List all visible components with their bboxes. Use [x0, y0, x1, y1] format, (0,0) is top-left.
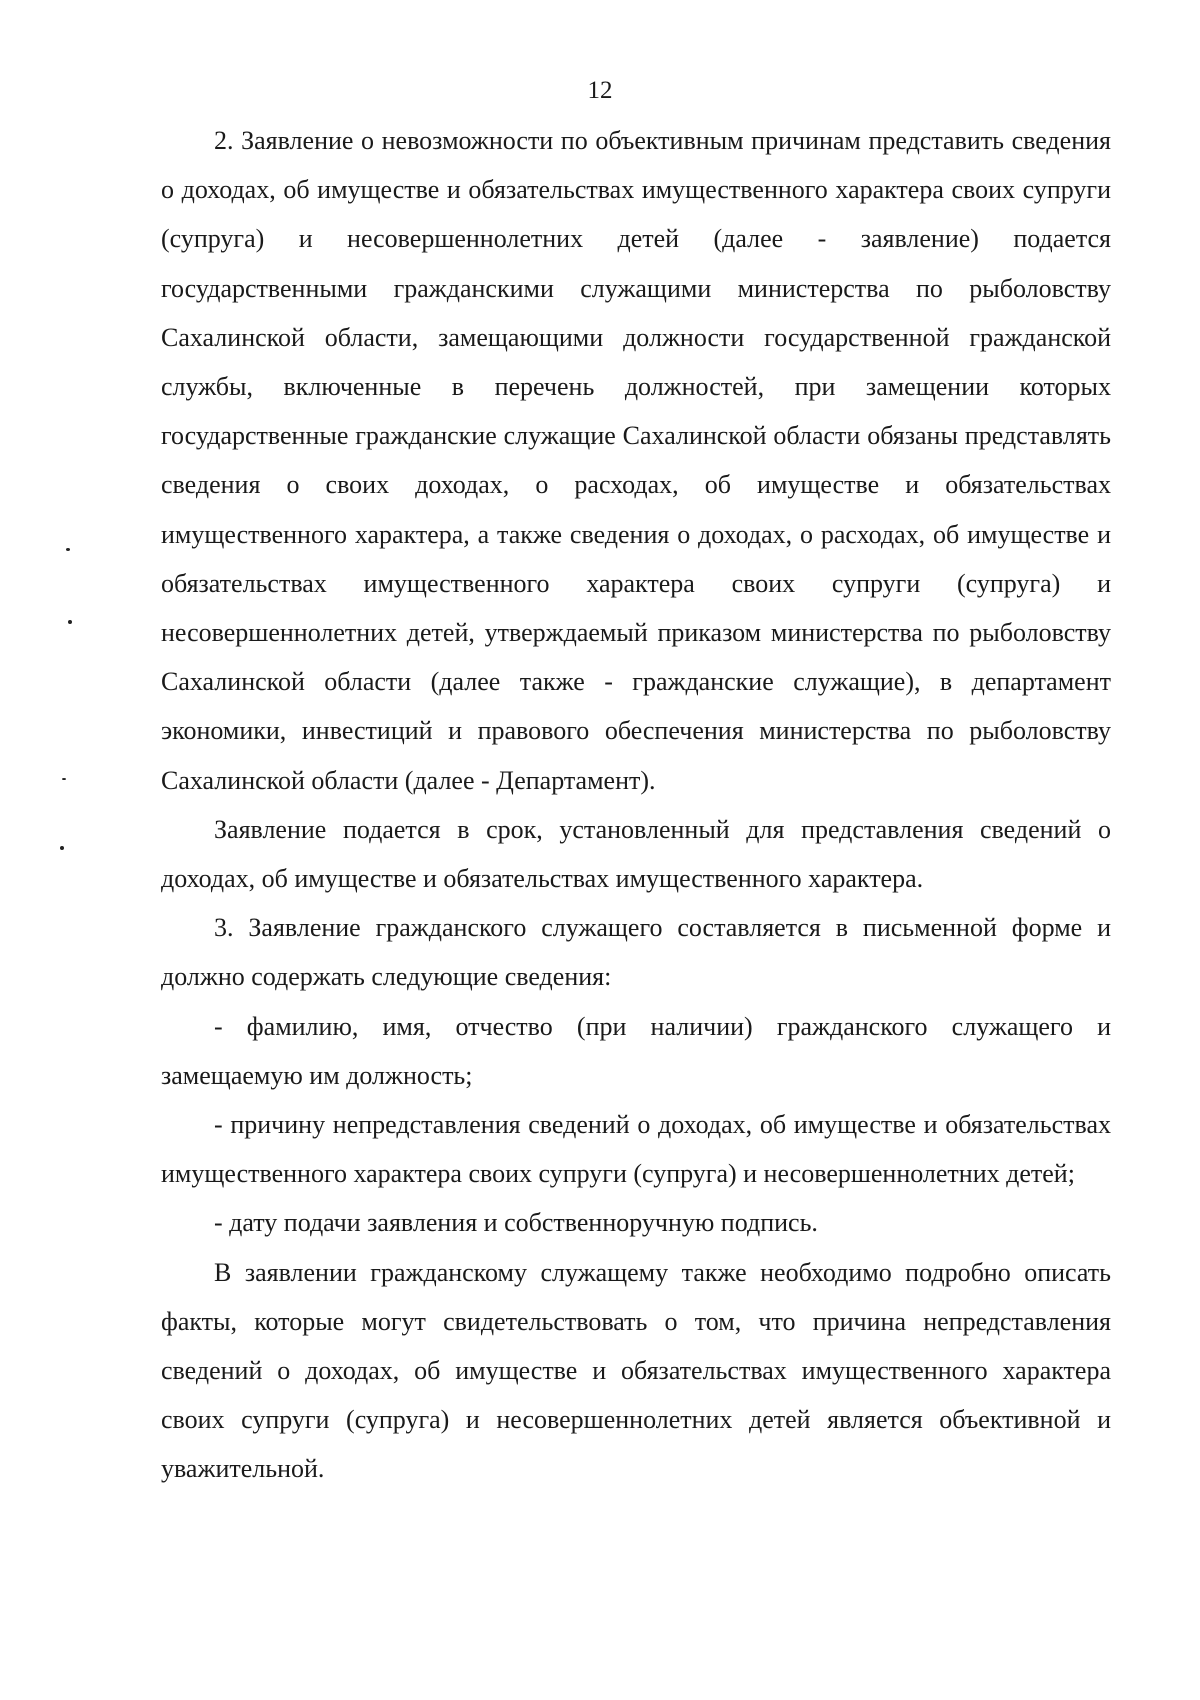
- scan-speck: [60, 846, 64, 850]
- page-number: 12: [587, 77, 613, 104]
- paragraph-facts: В заявлении гражданскому служащему также необходимо подробно описать факты, которые могут свидетельствовать о том, что причина непредставления сведений о доходах, об имуществе и обязательствах имущественного характера своих супруги (супруга) и несовершеннолетних детей является объективной и уважительной.: [161, 1257, 1111, 1484]
- scan-speck: [66, 548, 70, 551]
- list-item-reason: - причину непредставления сведений о доходах, об имуществе и обязательствах имущественного характера своих супруги (супруга) и несовершеннолетних детей;: [161, 1110, 1111, 1189]
- scan-speck: [62, 778, 66, 780]
- paragraph-deadline: Заявление подается в срок, установленный для представления сведений о доходах, об имуществе и обязательствах имущественного характера.: [161, 814, 1111, 894]
- document-body: [161, 116, 1111, 1494]
- paragraph-clause-2: 2. Заявление о невозможности по объективным причинам представить сведения о доходах, об имуществе и обязательствах имущественного характера своих супруги (супруга) и несовершеннолетних детей (далее - заявление) подается государственными гражданскими служащими министерства по рыболовству Сахалинской области, замещающими должности государственной гражданской службы, включенные в перечень должностей, при замещении которых государственные гражданские служащие Сахалинской области обязаны представлять сведения о своих доходах, о расходах, об имуществе и обязательствах имущественного характера, а также сведения о доходах, о расходах, об имуществе и обязательствах имущественного характера своих супруги (супруга) и несовершеннолетних детей, утверждаемый приказом министерства по рыболовству Сахалинской области (далее также - гражданские служащие), в департамент экономики, инвестиций и правового обеспечения министерства по рыболовству Сахалинской области (далее - Департамент).: [161, 126, 1111, 795]
- list-item-date-signature: - дату подачи заявления и собственноручную подпись.: [214, 1208, 818, 1238]
- list-item-name-position: - фамилию, имя, отчество (при наличии) гражданского служащего и замещаемую им должность;: [161, 1011, 1111, 1090]
- paragraph-clause-3: 3. Заявление гражданского служащего составляется в письменной форме и должно содержать следующие сведения:: [161, 913, 1111, 992]
- scan-speck: [68, 620, 72, 624]
